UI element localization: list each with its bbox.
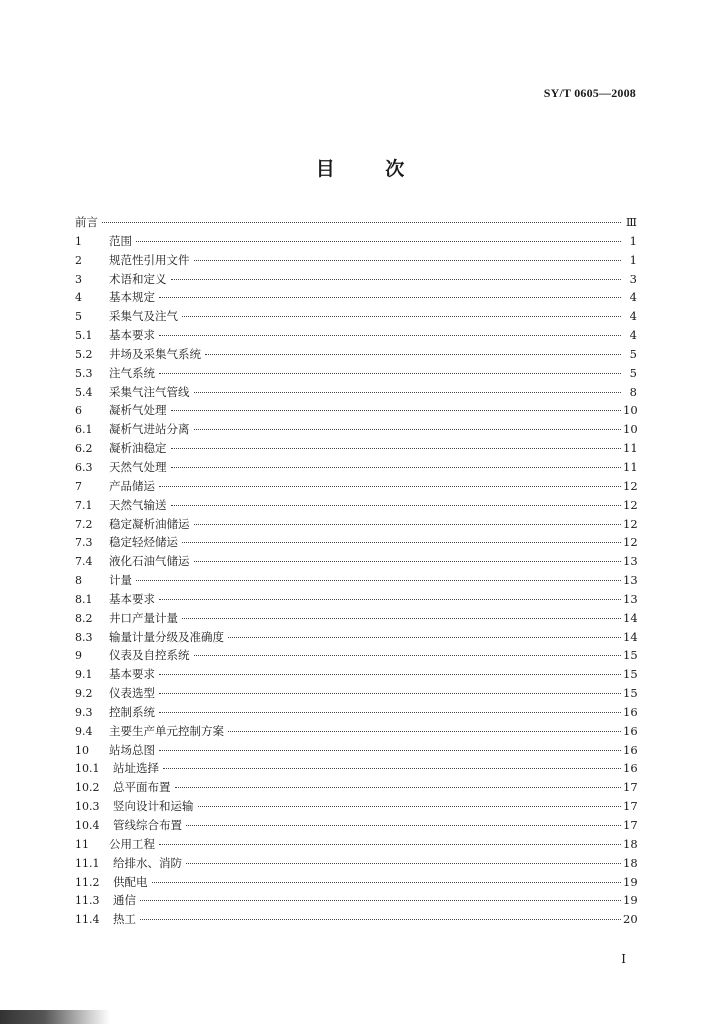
toc-entry-number: 4 — [75, 291, 82, 305]
toc-entry-page: 3 — [629, 271, 637, 286]
toc-entry[interactable] — [75, 760, 637, 779]
toc-entry-number: 5.2 — [75, 347, 93, 361]
toc-entry-label: 稳定凝析油储运 — [109, 516, 190, 531]
toc-entry-page: 11 — [623, 459, 638, 474]
toc-entry-label: 热工 — [113, 912, 136, 927]
toc-entry-number: 9.1 — [75, 668, 93, 682]
toc-entry-page: 16 — [623, 723, 638, 738]
toc-entry-page: 12 — [623, 516, 638, 531]
toc-entry-page: 5 — [629, 346, 637, 361]
toc-entry-label: 术语和定义 — [109, 271, 167, 286]
toc-entry-number: 7.4 — [75, 555, 93, 569]
toc-entry[interactable] — [75, 892, 637, 911]
toc-entry-number: 8.3 — [75, 630, 93, 644]
toc-leader-dots — [228, 731, 621, 732]
toc-entry[interactable] — [75, 723, 637, 742]
toc-entry[interactable] — [75, 647, 637, 666]
toc-entry-page: 15 — [623, 648, 638, 663]
toc-leader-dots — [159, 674, 621, 675]
toc-entry-number: 1 — [75, 234, 82, 248]
table-of-contents — [75, 214, 637, 930]
toc-entry-page: 16 — [623, 704, 638, 719]
toc-entry-label: 稳定轻烃储运 — [109, 535, 178, 550]
toc-entry-label: 注气系统 — [109, 365, 155, 380]
toc-leader-dots — [182, 542, 621, 543]
toc-entry-label: 控制系统 — [109, 704, 155, 719]
toc-leader-dots — [198, 806, 622, 807]
toc-entry-label: 凝析油稳定 — [109, 441, 167, 456]
toc-entry-number: 6.3 — [75, 460, 93, 474]
toc-entry[interactable] — [75, 553, 637, 572]
toc-leader-dots — [136, 580, 621, 581]
toc-entry[interactable] — [75, 478, 637, 497]
toc-entry-page: 19 — [623, 874, 638, 889]
toc-leader-dots — [194, 392, 622, 393]
toc-entry-number: 10.4 — [75, 819, 100, 832]
toc-entry-page: 8 — [629, 384, 637, 399]
toc-entry[interactable] — [75, 798, 637, 817]
toc-leader-dots — [186, 825, 621, 826]
toc-entry[interactable] — [75, 289, 637, 308]
toc-entry[interactable] — [75, 666, 637, 685]
toc-entry-label: 采集气注气管线 — [109, 384, 190, 399]
toc-entry-number: 7 — [75, 479, 82, 493]
toc-entry-page: 12 — [623, 478, 638, 493]
toc-entry[interactable] — [75, 402, 637, 421]
toc-entry-page: 1 — [629, 252, 637, 267]
toc-entry-label: 公用工程 — [109, 836, 155, 851]
toc-entry-page: 14 — [623, 629, 638, 644]
toc-entry-number: 6.2 — [75, 442, 93, 456]
toc-entry-number: 6.1 — [75, 423, 93, 437]
toc-entry[interactable] — [75, 591, 637, 610]
toc-leader-dots — [171, 467, 622, 468]
toc-leader-dots — [171, 505, 622, 506]
toc-entry-number: 8 — [75, 574, 82, 588]
toc-entry-label: 井场及采集气系统 — [109, 346, 201, 361]
toc-entry[interactable] — [75, 742, 637, 761]
toc-leader-dots — [194, 655, 622, 656]
document-code: SY/T 0605—2008 — [543, 86, 636, 100]
toc-leader-dots — [159, 750, 621, 751]
toc-entry-number: 10.2 — [75, 781, 100, 795]
toc-entry-label: 总平面布置 — [113, 780, 171, 795]
toc-entry-number: 11.3 — [75, 894, 100, 908]
toc-entry-label: 给排水、消防 — [113, 855, 182, 870]
toc-entry-page: 20 — [623, 912, 638, 927]
toc-leader-dots — [159, 297, 621, 298]
toc-entry-page: 10 — [623, 403, 638, 418]
toc-leader-dots — [182, 316, 621, 317]
toc-leader-dots — [186, 863, 621, 864]
toc-entry-page: 17 — [623, 818, 638, 832]
toc-entry-page: 15 — [623, 667, 638, 682]
toc-entry-number: 8.2 — [75, 611, 93, 625]
toc-leader-dots — [194, 429, 622, 430]
toc-entry-page: 13 — [623, 573, 638, 588]
toc-entry-number: 6 — [75, 404, 82, 418]
toc-entry-label: 采集气及注气 — [109, 309, 178, 324]
toc-leader-dots — [102, 222, 621, 223]
toc-entry-number: 9.2 — [75, 687, 93, 701]
toc-entry-number: 5.4 — [75, 385, 93, 399]
toc-entry-label: 井口产量计量 — [109, 610, 178, 625]
toc-entry-label: 管线综合布置 — [113, 818, 182, 832]
toc-entry-label: 输量计量分级及准确度 — [109, 629, 224, 644]
toc-entry-label: 前言 — [75, 215, 98, 229]
toc-leader-dots — [159, 844, 621, 845]
page-number: I — [621, 952, 626, 966]
toc-entry[interactable] — [75, 459, 637, 478]
toc-entry-label: 规范性引用文件 — [109, 252, 190, 267]
toc-entry-number: 11.2 — [75, 875, 100, 889]
toc-entry-number: 5.1 — [75, 329, 93, 343]
toc-leader-dots — [136, 241, 621, 242]
toc-leader-dots — [159, 599, 621, 600]
toc-entry-page: 4 — [629, 328, 637, 343]
toc-entry-label: 主要生产单元控制方案 — [109, 723, 224, 738]
toc-entry-page: 14 — [623, 610, 638, 625]
toc-entry-page: 13 — [623, 591, 638, 606]
toc-entry-label: 天然气输送 — [109, 497, 167, 512]
toc-entry-label: 液化石油气储运 — [109, 554, 190, 569]
toc-entry[interactable] — [75, 233, 637, 252]
toc-entry[interactable] — [75, 516, 637, 535]
toc-entry-page: 15 — [623, 686, 638, 701]
toc-entry[interactable] — [75, 252, 637, 271]
toc-entry[interactable] — [75, 271, 637, 290]
toc-entry[interactable] — [75, 704, 637, 723]
toc-entry-label: 凝析气进站分离 — [109, 422, 190, 437]
toc-leader-dots — [159, 693, 621, 694]
toc-entry[interactable] — [75, 911, 637, 930]
toc-entry-label: 产品储运 — [109, 478, 155, 493]
toc-entry-label: 通信 — [113, 893, 136, 908]
toc-entry-number: 9.4 — [75, 724, 93, 738]
toc-entry-label: 站场总图 — [109, 742, 155, 757]
toc-entry-page: 16 — [623, 761, 638, 776]
toc-entry-page: 4 — [629, 290, 637, 305]
toc-entry[interactable] — [75, 610, 637, 629]
toc-entry-page: 4 — [629, 309, 637, 324]
toc-entry-number: 9.3 — [75, 705, 93, 719]
toc-entry-number: 3 — [75, 272, 82, 286]
toc-entry-number: 5 — [75, 310, 82, 324]
toc-entry-number: 8.1 — [75, 592, 93, 606]
toc-entry-label: 站址选择 — [113, 761, 159, 776]
toc-entry-page: 12 — [623, 535, 638, 550]
toc-entry[interactable] — [75, 497, 637, 516]
toc-entry[interactable] — [75, 874, 637, 893]
toc-entry-label: 凝析气处理 — [109, 403, 167, 418]
toc-entry-page: 18 — [623, 836, 638, 851]
toc-entry[interactable] — [75, 365, 637, 384]
toc-entry[interactable] — [75, 440, 637, 459]
toc-entry-number: 7.3 — [75, 536, 93, 550]
toc-entry-page: 18 — [623, 855, 638, 870]
toc-leader-dots — [171, 448, 622, 449]
toc-entry[interactable] — [75, 346, 637, 365]
toc-entry-number: 10.1 — [75, 762, 100, 776]
toc-entry-page: 12 — [623, 497, 638, 512]
scan-artifact — [0, 1010, 110, 1024]
toc-entry[interactable] — [75, 327, 637, 346]
toc-leader-dots — [194, 260, 622, 261]
toc-entry-label: 基本要求 — [109, 667, 155, 682]
toc-leader-dots — [163, 768, 621, 769]
toc-entry-number: 5.3 — [75, 366, 93, 380]
toc-entry-number: 9 — [75, 649, 82, 663]
toc-entry[interactable] — [75, 214, 637, 233]
toc-entry-label: 计量 — [109, 573, 132, 588]
toc-entry[interactable] — [75, 421, 637, 440]
toc-entry-number: 11.4 — [75, 913, 100, 927]
toc-entry-number: 7.2 — [75, 517, 93, 531]
toc-entry-page: Ⅲ — [625, 215, 637, 229]
toc-leader-dots — [171, 410, 622, 411]
toc-entry[interactable] — [75, 685, 637, 704]
toc-entry-label: 供配电 — [113, 874, 148, 889]
toc-leader-dots — [175, 787, 622, 788]
toc-entry-page: 17 — [623, 799, 638, 814]
toc-leader-dots — [159, 486, 621, 487]
toc-entry-number: 2 — [75, 253, 82, 267]
toc-entry-number: 10 — [75, 743, 89, 757]
toc-leader-dots — [152, 882, 622, 883]
toc-entry[interactable] — [75, 855, 637, 874]
toc-entry-page: 19 — [623, 893, 638, 908]
toc-leader-dots — [159, 373, 621, 374]
toc-entry-number: 10.3 — [75, 800, 100, 814]
toc-entry-page: 11 — [623, 441, 638, 456]
toc-entry[interactable] — [75, 534, 637, 553]
toc-leader-dots — [159, 712, 621, 713]
toc-entry[interactable] — [75, 629, 637, 648]
toc-entry[interactable] — [75, 308, 637, 327]
toc-entry-label: 仪表选型 — [109, 686, 155, 701]
toc-entry-page: 16 — [623, 742, 638, 757]
toc-entry-label: 范围 — [109, 233, 132, 248]
toc-entry-number: 11.1 — [75, 856, 100, 870]
toc-leader-dots — [140, 919, 621, 920]
toc-leader-dots — [140, 900, 621, 901]
toc-entry-page: 10 — [623, 422, 638, 437]
toc-entry-page: 13 — [623, 554, 638, 569]
toc-entry-number: 11 — [75, 837, 89, 851]
toc-entry[interactable] — [75, 384, 637, 403]
toc-entry[interactable] — [75, 572, 637, 591]
toc-leader-dots — [171, 279, 622, 280]
page-title: 目 次 — [315, 158, 407, 180]
toc-entry-label: 天然气处理 — [109, 459, 167, 474]
toc-entry-page: 17 — [623, 780, 638, 795]
toc-entry[interactable] — [75, 779, 637, 798]
toc-entry-page: 1 — [629, 233, 637, 248]
toc-leader-dots — [182, 618, 621, 619]
toc-leader-dots — [205, 354, 621, 355]
toc-leader-dots — [228, 637, 621, 638]
toc-entry-label: 仪表及自控系统 — [109, 648, 190, 663]
toc-entry-number: 7.1 — [75, 498, 93, 512]
toc-entry-label: 基本规定 — [109, 290, 155, 305]
toc-entry[interactable] — [75, 836, 637, 855]
toc-entry[interactable] — [75, 817, 637, 836]
toc-leader-dots — [159, 335, 621, 336]
toc-entry-label: 基本要求 — [109, 328, 155, 343]
toc-leader-dots — [194, 524, 622, 525]
toc-entry-label: 竖向设计和运输 — [113, 799, 194, 814]
toc-entry-page: 5 — [629, 365, 637, 380]
toc-entry-label: 基本要求 — [109, 591, 155, 606]
toc-leader-dots — [194, 561, 622, 562]
